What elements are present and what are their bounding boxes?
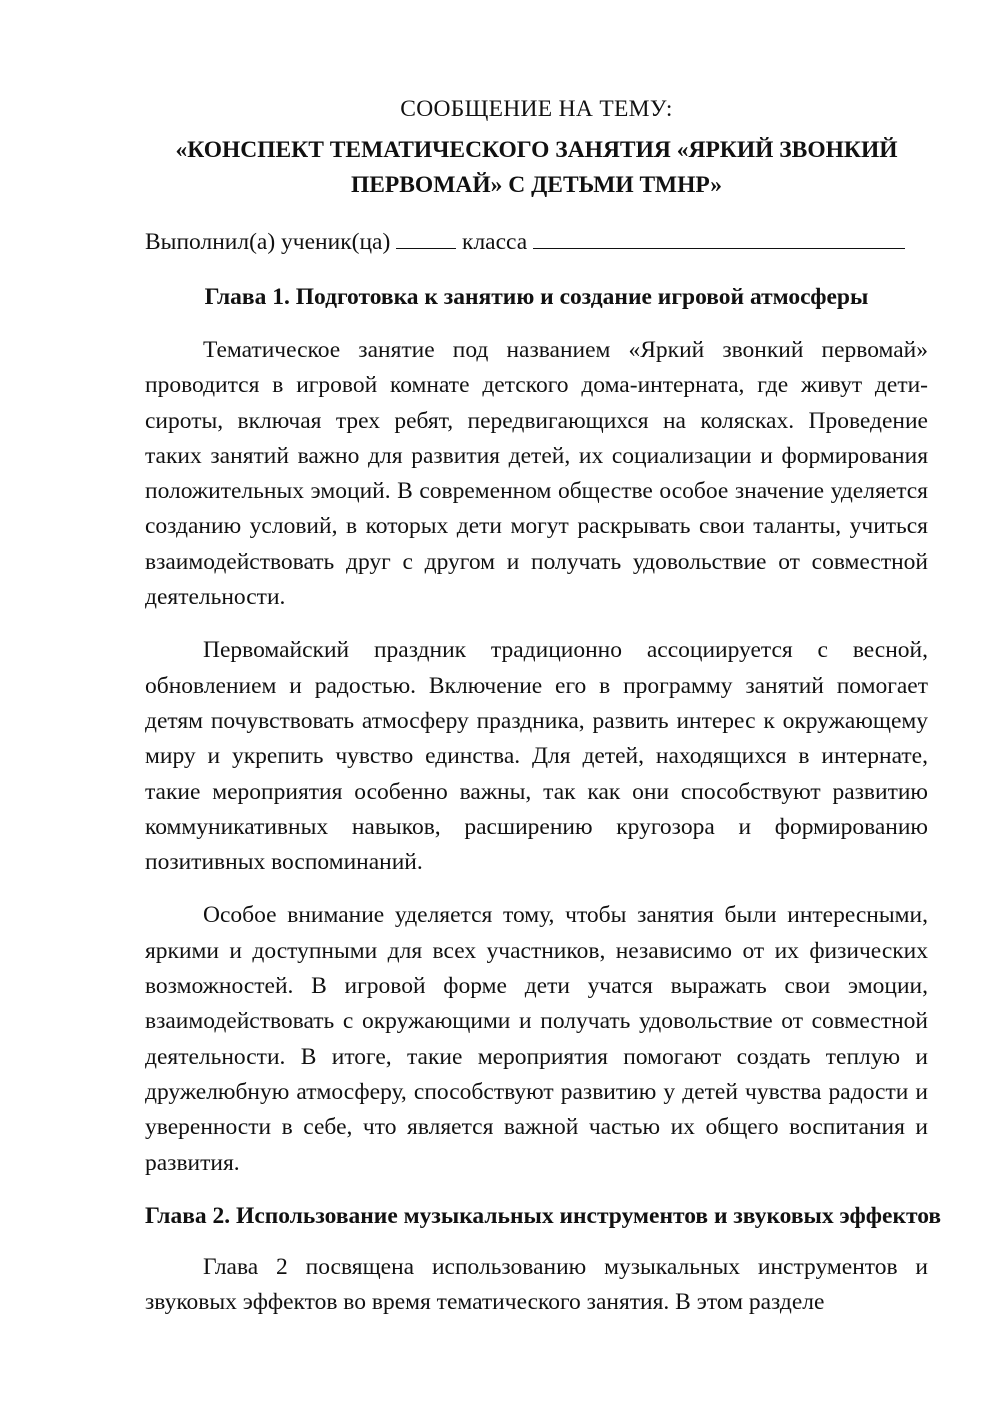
author-line bbox=[145, 225, 928, 260]
chapter-2-title: Глава 2. Использование музыкальных инструментов и звуковых эффектов bbox=[145, 1202, 942, 1229]
author-class-label: класса bbox=[462, 229, 528, 255]
author-prefix: Выполнил(а) ученик(ца) bbox=[145, 229, 391, 255]
author-name-blank[interactable] bbox=[533, 228, 905, 249]
chapter-1-title: Глава 1. Подготовка к занятию и создание игровой атмосферы bbox=[204, 284, 869, 310]
chapter-2-paragraph-1: Глава 2 посвящена использованию музыкальных инструментов и звуковых эффектов во время тематического занятия. В этом разделе bbox=[145, 1253, 928, 1316]
chapter-1-paragraph-3: Особое внимание уделяется тому, чтобы занятия были интересными, яркими и доступными для всех участников, независимо от их физических возможностей. В игровой форме дети учатся выражать свои эмоции, взаимодействовать с окружающими и получать удовольствие от совместной деятельности. В итоге, такие мероприятия помогают создать теплую и дружелюбную атмосферу, способствуют развитию у детей чувства радости и уверенности в себе, что является важной частью их общего воспитания и развития. bbox=[145, 902, 928, 1176]
document-page bbox=[145, 0, 942, 1320]
chapter-1-paragraph-2: Первомайский праздник традиционно ассоциируется с весной, обновлением и радостью. Включение его в программу занятий помогает детям почувствовать атмосферу праздника, развить интерес к окружающему миру и укрепить чувство единства. Для детей, находящихся в интернате, такие мероприятия особенно важны, так как они способствуют развитию коммуникативных навыков, расширению кругозора и формированию позитивных воспоминаний. bbox=[145, 637, 928, 876]
class-number-blank[interactable] bbox=[396, 228, 456, 249]
heading-top: СООБЩЕНИЕ НА ТЕМУ: bbox=[400, 96, 673, 122]
document-title: «КОНСПЕКТ ТЕМАТИЧЕСКОГО ЗАНЯТИЯ «ЯРКИЙ ЗВОНКИЙ ПЕРВОМАЙ» С ДЕТЬМИ ТМНР» bbox=[175, 137, 898, 198]
chapter-1-paragraph-1: Тематическое занятие под названием «Яркий звонкий первомай» проводится в игровой комнате детского дома-интерната, где живут дети-сироты, включая трех ребят, передвигающихся на колясках. Проведение таких занятий важно для развития детей, их социализации и формирования положительных эмоций. В современном обществе особое значение уделяется созданию условий, в которых дети могут раскрывать свои таланты, учиться взаимодействовать друг с другом и получать удовольствие от совместной деятельности. bbox=[145, 337, 928, 611]
